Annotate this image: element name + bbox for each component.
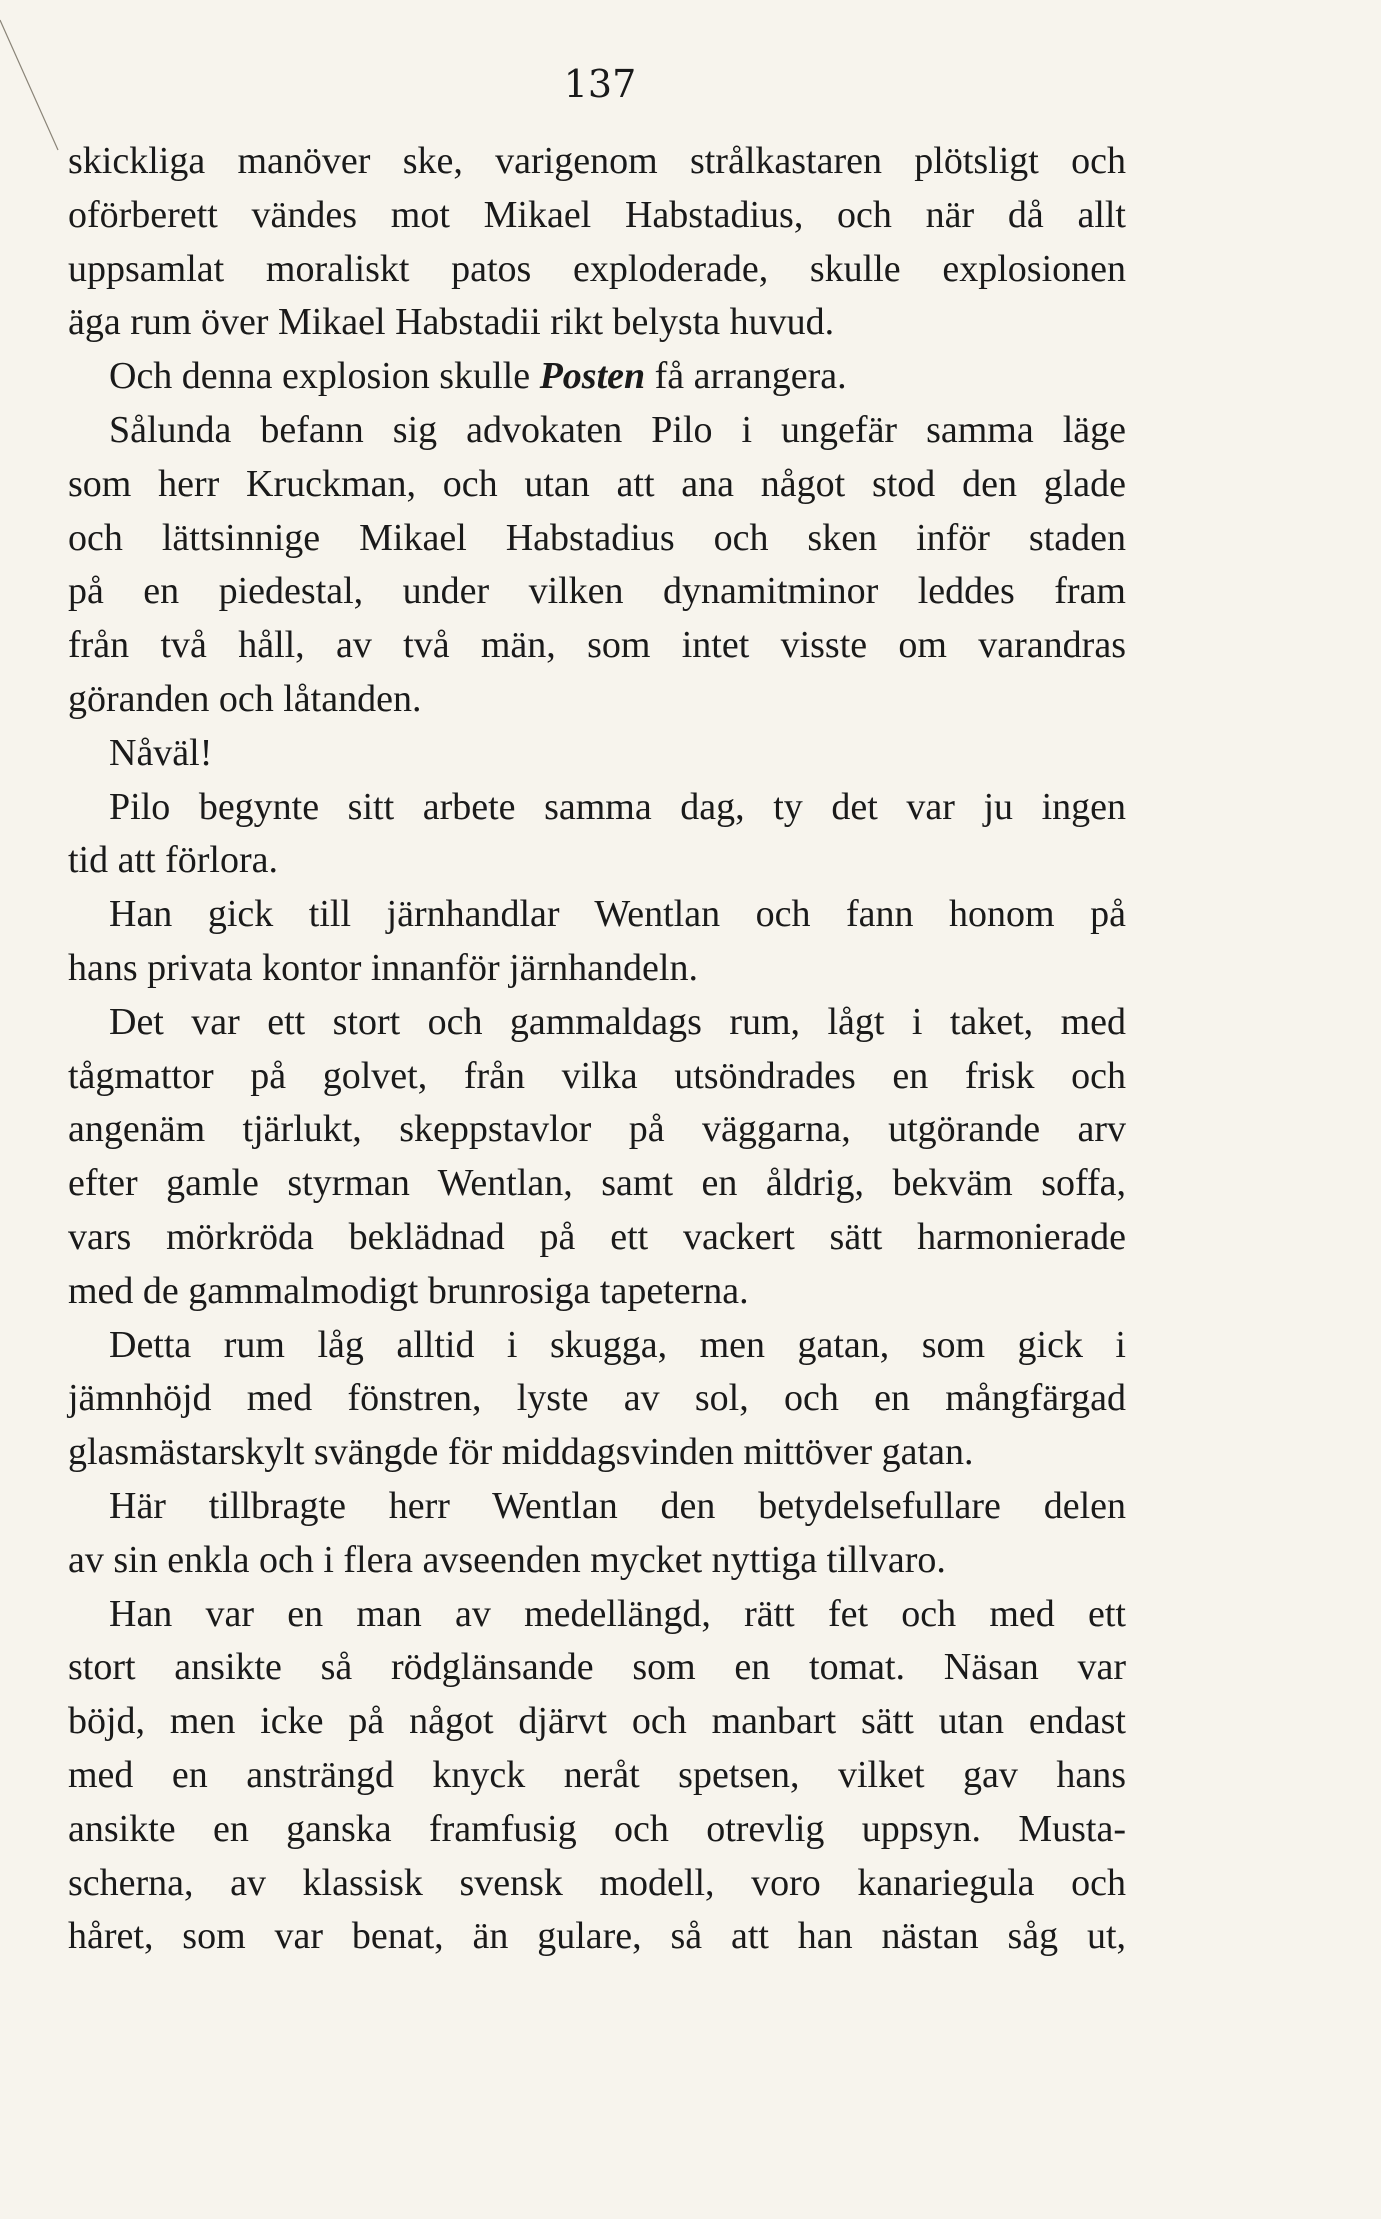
text-line: jämnhöjd med fönstren, lyste av sol, och en mångfärgad [68,1377,1126,1420]
text-line: angenäm tjärlukt, skeppstavlor på väggarna, utgörande arv [68,1108,1126,1151]
paragraph [68,1588,1126,1965]
paragraph [68,135,1126,350]
body-text [68,135,1126,1964]
text-line: tågmattor på golvet, från vilka utsöndrades en frisk och [68,1054,1126,1097]
text-line: böjd, men icke på något djärvt och manbart sätt utan endast [68,1700,1126,1743]
paragraph [68,781,1126,889]
paragraph [68,350,1126,404]
paragraph [68,996,1126,1319]
text-line: Sålunda befann sig advokaten Pilo i ungefär samma läge [109,408,1126,451]
text-line: hans privata kontor innanför järnhandeln. [68,946,698,989]
text-line: på en piedestal, under vilken dynamitminor leddes fram [68,570,1126,613]
text-line: Här tillbragte herr Wentlan den betydelsefullare delen [109,1484,1126,1527]
text-line: uppsamlat moraliskt patos exploderade, skulle explosionen [68,247,1126,290]
text-line: Och denna explosion skulle Posten få arrangera. [109,355,847,398]
paragraph [68,888,1126,996]
text-line: med en ansträngd knyck neråt spetsen, vilket gav hans [68,1753,1126,1796]
text-line: som herr Kruckman, och utan att ana något stod den glade [68,462,1126,505]
text-line: glasmästarskylt svängde för middagsvinden mittöver gatan. [68,1431,974,1474]
paragraph [68,404,1126,727]
text-line: Detta rum låg alltid i skugga, men gatan, som gick i [109,1323,1126,1366]
text-line: med de gammalmodigt brunrosiga tapeterna. [68,1269,749,1312]
newspaper-title: Posten [539,355,646,398]
text-line: Nåväl! [109,731,213,774]
text-line: Det var ett stort och gammaldags rum, lågt i taket, med [109,1000,1126,1043]
text-line: göranden och låtanden. [68,677,422,720]
text-line: håret, som var benat, än gulare, så att han nästan såg ut, [68,1915,1126,1958]
text-line: vars mörkröda beklädnad på ett vackert sätt harmonierade [68,1215,1126,1258]
paragraph [68,727,1126,781]
text-line: efter gamle styrman Wentlan, samt en åldrig, bekväm soffa, [68,1162,1126,1205]
text-line: tid att förlora. [68,839,278,882]
paragraph [68,1480,1126,1588]
text-line: Han gick till järnhandlar Wentlan och fann honom på [109,893,1126,936]
text-line: från två håll, av två män, som intet visste om varandras [68,624,1126,667]
text-line: oförberett vändes mot Mikael Habstadius, och när då allt [68,193,1126,236]
text-line: Han var en man av medellängd, rätt fet och med ett [109,1592,1126,1635]
text-line: Pilo begynte sitt arbete samma dag, ty det var ju ingen [109,785,1126,828]
text-line: scherna, av klassisk svensk modell, voro kanariegula och [68,1861,1126,1904]
paragraph [68,1319,1126,1480]
text-line: ansikte en ganska framfusig och otrevlig uppsyn. Musta- [68,1807,1126,1850]
text-line: stort ansikte så rödglänsande som en tomat. Näsan var [68,1646,1126,1689]
page-number: 137 [563,62,637,106]
text-line: äga rum över Mikael Habstadii rikt belysta huvud. [68,301,835,344]
text-line: skickliga manöver ske, varigenom strålkastaren plötsligt och [68,140,1126,182]
text-line: av sin enkla och i flera avseenden mycket nyttiga tillvaro. [68,1538,946,1581]
text-line: och lättsinnige Mikael Habstadius och sken inför staden [68,516,1126,559]
